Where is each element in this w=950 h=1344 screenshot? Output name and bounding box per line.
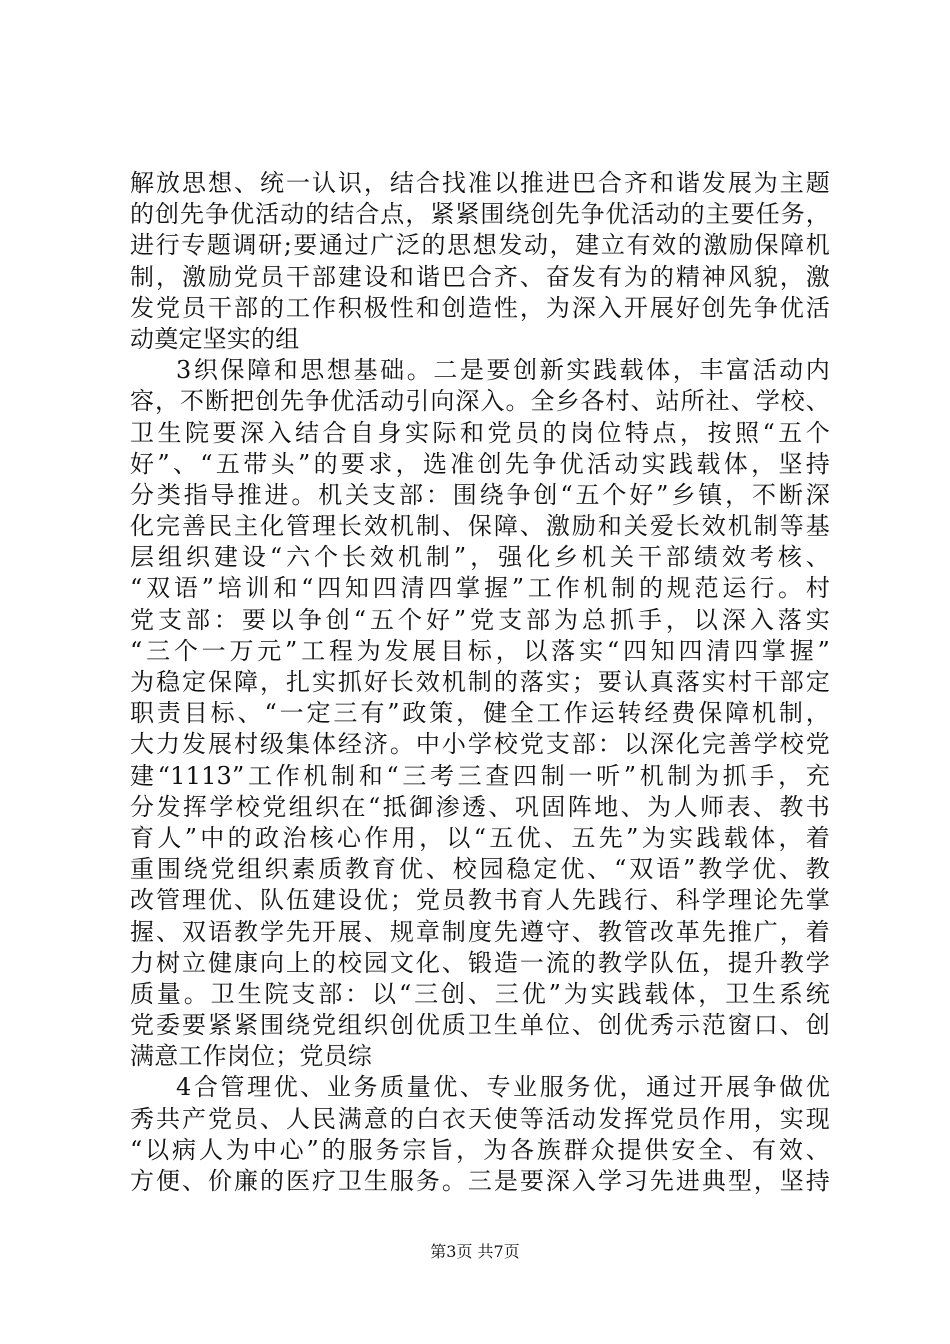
text-line: 动奠定坚实的组: [130, 324, 300, 353]
text-line: 力树立健康向上的校园文化、锻造一流的教学队伍，提升教学: [130, 948, 830, 977]
text-line: 建“1113”工作机制和“三考三查四制一听”机制为抓手，充: [130, 761, 830, 790]
text-line: 好”、“五带头”的要求，选准创先争优活动实践载体，坚持: [130, 449, 830, 478]
text-line: “三个一万元”工程为发展目标，以落实“四知四清四掌握”: [130, 636, 830, 665]
text-line: 党支部：要以争创“五个好”党支部为总抓手，以深入落实: [130, 605, 830, 634]
text-line: 化完善民主化管理长效机制、保障、激励和关爱长效机制等基: [130, 512, 830, 541]
text-line: 发党员干部的工作积极性和创造性，为深入开展好创先争优活: [130, 293, 830, 322]
text-line: 改管理优、队伍建设优；党员教书育人先践行、科学理论先掌: [130, 886, 830, 915]
text-line: 解放思想、统一认识，结合找准以推进巴合齐和谐发展为主题: [130, 169, 830, 197]
text-line: 进行专题调研;要通过广泛的思想发动，建立有效的激励保障机: [130, 231, 830, 260]
page-number-footer: 第3页 共7页: [430, 1242, 520, 1261]
text-line: 层组织建设“六个长效机制”，强化乡机关干部绩效考核、: [130, 543, 830, 572]
text-line: 质量。卫生院支部：以“三创、三优”为实践载体，卫生系统: [130, 979, 830, 1008]
text-line: 秀共产党员、人民满意的白衣天使等活动发挥党员作用，实现: [130, 1104, 830, 1133]
text-line: 党委要紧紧围绕党组织创优质卫生单位、创优秀示范窗口、创: [130, 1011, 830, 1040]
text-line: 卫生院要深入结合自身实际和党员的岗位特点，按照“五个: [130, 418, 830, 447]
text-line: 的创先争优活动的结合点，紧紧围绕创先争优活动的主要任务，: [130, 200, 830, 229]
text-line: 职责目标、“一定三有”政策，健全工作运转经费保障机制，: [130, 699, 830, 728]
paragraph-start-line: 4合管理优、业务质量优、专业服务优，通过开展争做优: [176, 1073, 830, 1102]
text-line: 方便、价廉的医疗卫生服务。三是要深入学习先进典型，坚持: [130, 1167, 830, 1195]
text-line: “以病人为中心”的服务宗旨，为各族群众提供安全、有效、: [130, 1135, 830, 1164]
paragraph-start-line: 3织保障和思想基础。二是要创新实践载体，丰富活动内: [176, 356, 830, 385]
text-line: 容，不断把创先争优活动引向深入。全乡各村、站所社、学校、: [130, 387, 830, 416]
text-line: “双语”培训和“四知四清四掌握”工作机制的规范运行。村: [130, 574, 830, 603]
body-text: [130, 168, 830, 1197]
text-line: 育人”中的政治核心作用，以“五优、五先”为实践载体，着: [130, 823, 830, 852]
text-line: 满意工作岗位；党员综: [130, 1042, 372, 1071]
text-line: 制，激励党员干部建设和谐巴合齐、奋发有为的精神风貌，激: [130, 262, 830, 291]
text-line: 分发挥学校党组织在“抵御渗透、巩固阵地、为人师表、教书: [130, 792, 830, 821]
text-line: 握、双语教学先开展、规章制度先遵守、教管改革先推广，着: [130, 917, 830, 946]
text-line: 重围绕党组织素质教育优、校园稳定优、“双语”教学优、教: [130, 855, 830, 884]
text-line: 为稳定保障，扎实抓好长效机制的落实；要认真落实村干部定: [130, 668, 830, 696]
text-line: 分类指导推进。机关支部：围绕争创“五个好”乡镇，不断深: [130, 480, 830, 509]
text-line: 大力发展村级集体经济。中小学校党支部：以深化完善学校党: [130, 730, 830, 759]
